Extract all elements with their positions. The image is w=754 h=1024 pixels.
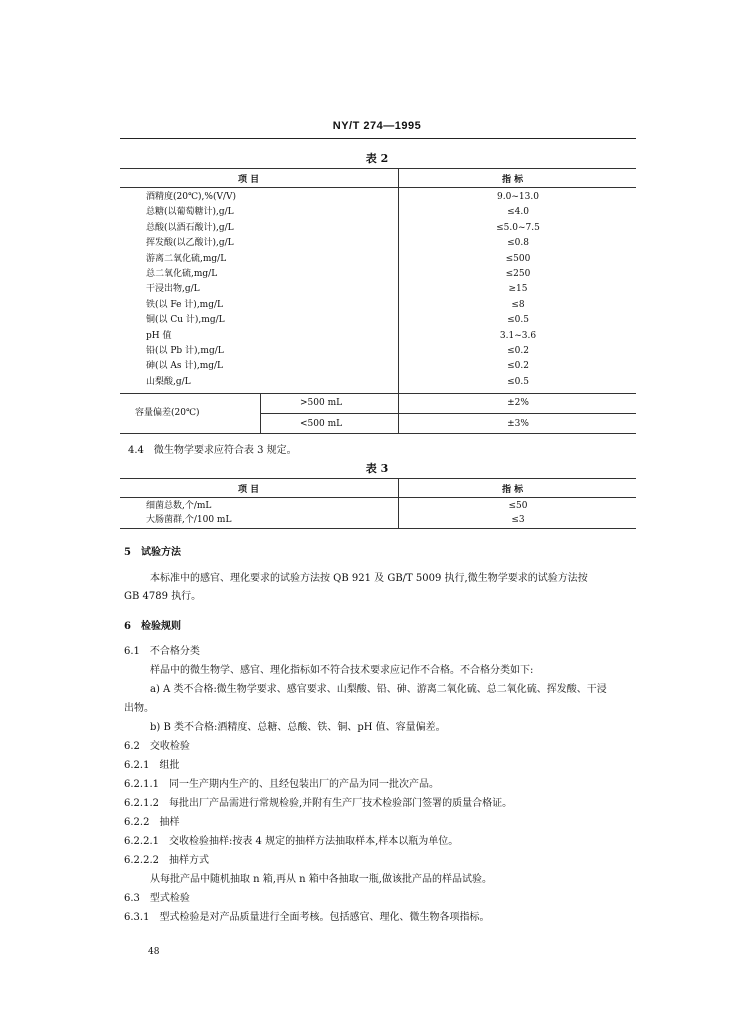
table3-col-item: 项 目 [238,485,260,495]
clause-6-2-1-2: 6.2.1.2 每批出厂产品需进行常规检验,并附有生产厂技术检验部门签署的质量合格证。 [124,798,513,809]
table2-value: ≤4.0 [507,207,529,217]
clause-6-1-a: a) A 类不合格:微生物学要求、感官要求、山梨酸、铅、砷、游离二氧化硫、总二氧化硫、挥发酸、干浸 [150,684,607,695]
table3-item: 细菌总数,个/mL [146,501,212,511]
table2-item: 挥发酸(以乙酸计),g/L [146,238,234,248]
table2-col-item: 项 目 [238,175,260,185]
clause-6-2-2-2: 6.2.2.2 抽样方式 [124,855,209,866]
table3-col-value: 指 标 [502,485,524,495]
table2-item: 铅(以 Pb 计),mg/L [146,346,224,356]
table2-value: ≤0.2 [507,361,529,371]
table2-value: 9.0~13.0 [497,192,539,202]
table2-value: ≤500 [505,254,531,264]
section-6-title: 6 检验规则 [124,621,181,632]
table2-volume-mid [260,413,636,414]
table3-item: 大肠菌群,个/100 mL [146,515,232,525]
section-5-title: 5 试验方法 [124,547,181,558]
table2-item: 酒精度(20℃),%(V/V) [146,192,237,202]
table2-value: ≤250 [505,269,531,279]
table2-value: ≤0.5 [507,377,529,387]
table2-value: ≤0.5 [507,315,529,325]
table2-value: 3.1~3.6 [499,331,537,341]
clause-6-2-2-1: 6.2.2.1 交收检验抽样:按表 4 规定的抽样方法抽取样本,样本以瓶为单位。 [124,836,459,847]
table2-volume-cond: >500 mL [300,398,343,408]
clause-6-2-2-2-paragraph: 从每批产品中随机抽取 n 箱,再从 n 箱中各抽取一瓶,做该批产品的样品试验。 [150,874,492,885]
clause-6-1: 6.1 不合格分类 [124,646,200,657]
section-5-paragraph: 本标准中的感官、理化要求的试验方法按 QB 921 及 GB/T 5009 执行,微生物学要求的试验方法按 [150,573,588,584]
table3-bottom-border [120,528,636,529]
standard-header: NY/T 274—1995 [332,120,422,132]
table2-volume-value: ±2% [507,398,529,408]
table2-volume-value: ±3% [507,419,529,429]
table2-item: 山梨酸,g/L [146,377,191,387]
table3-value: ≤3 [511,515,525,525]
section-5-paragraph-cont: GB 4789 执行。 [124,591,202,602]
clause-6-2-2: 6.2.2 抽样 [124,817,180,828]
table2-volume-cond: <500 mL [300,419,343,429]
clause-6-3-1: 6.3.1 型式检验是对产品质量进行全面考核。包括感官、理化、微生物各项指标。 [124,912,490,923]
table3-caption: 表 3 [365,462,389,475]
header-rule [120,138,636,139]
table2-value: ≥15 [508,284,528,294]
page-number: 48 [148,947,160,957]
table2-item: 铁(以 Fe 计),mg/L [146,300,223,310]
table2-volume-label: 容量偏差(20℃) [135,408,200,418]
table2-value: ≤5.0~7.5 [496,223,540,233]
table2-value: ≤0.2 [507,346,529,356]
table2-item: 干浸出物,g/L [146,284,200,294]
table3-header-rule [120,497,636,498]
clause-6-2-1: 6.2.1 组批 [124,760,180,771]
table2-header-rule [120,187,636,188]
clause-6-1-paragraph: 样品中的微生物学、感官、理化指标如不符合技术要求应记作不合格。不合格分类如下: [150,665,534,676]
table2-item: 总二氧化硫,mg/L [146,269,218,279]
table2-item: pH 值 [146,331,172,341]
table2-caption: 表 2 [365,152,389,165]
table2-item: 游离二氧化硫,mg/L [146,254,227,264]
table3-value: ≤50 [508,501,528,511]
table3-column-divider [398,478,399,528]
table2-item: 铜(以 Cu 计),mg/L [146,315,225,325]
clause-6-3: 6.3 型式检验 [124,893,190,904]
clause-6-2: 6.2 交收检验 [124,741,190,752]
table2-volume-top [120,393,636,394]
clause-6-1-b: b) B 类不合格:酒精度、总糖、总酸、铁、铜、pH 值、容量偏差。 [150,722,446,733]
table2-bottom-border [120,433,636,434]
clause-6-1-a-cont: 出物。 [124,703,154,714]
table2-item: 总糖(以葡萄糖计),g/L [146,207,234,217]
table3-top-border [120,478,636,479]
clause-6-2-1-1: 6.2.1.1 同一生产期内生产的、且经包装出厂的产品为同一批次产品。 [124,779,439,790]
clause-4-4: 4.4 微生物学要求应符合表 3 规定。 [128,445,297,456]
table2-value: ≤8 [511,300,525,310]
table2-item: 砷(以 As 计),mg/L [146,361,224,371]
table2-top-border [120,168,636,169]
table2-value: ≤0.8 [507,238,529,248]
table2-col-value: 指 标 [502,175,524,185]
table2-item: 总酸(以酒石酸计),g/L [146,223,234,233]
